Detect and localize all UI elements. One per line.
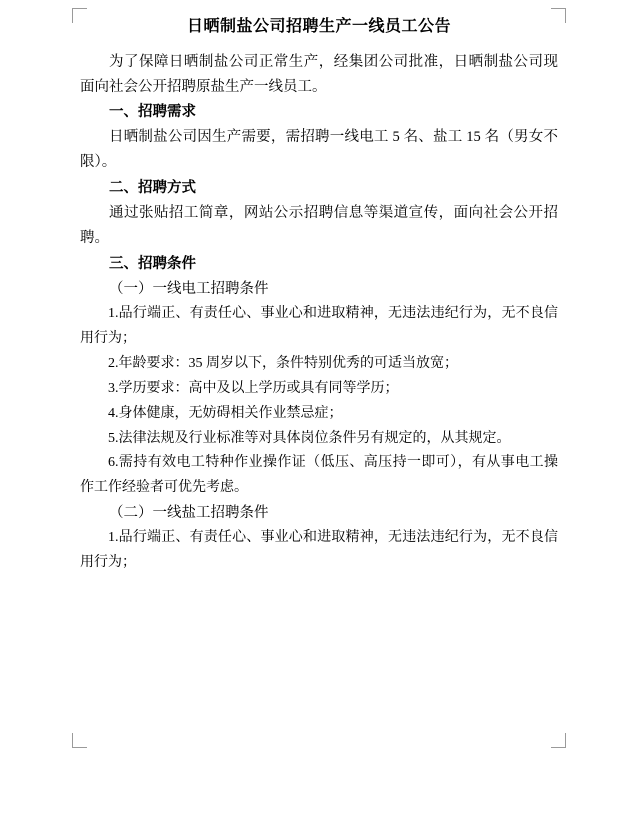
section-1-heading: 一、招聘需求 xyxy=(109,104,196,121)
page-title: 日晒制盐公司招聘生产一线员工公告 xyxy=(186,18,451,35)
subsection-a-item-6: 6.需持有效电工特种作业操作证（低压、高压持一即可），有从事电工操作工作经验者可优先考虑。 xyxy=(80,455,558,496)
section-2-body: 通过张贴招工简章，网站公示招聘信息等渠道宣传，面向社会公开招聘。 xyxy=(80,205,558,247)
subsection-a-item-5: 5.法律法规及行业标准等对具体岗位条件另有规定的，从其规定。 xyxy=(108,430,511,446)
subsection-a-title: （一）一线电工招聘条件 xyxy=(109,281,269,298)
subsection-a-item-1: 1.品行端正、有责任心、事业心和进取精神，无违法违纪行为，无不良信用行为； xyxy=(80,305,558,346)
section-3-heading: 三、招聘条件 xyxy=(109,256,196,273)
crop-mark-bottom-right xyxy=(551,733,566,748)
subsection-b-item-1: 1.品行端正、有责任心、事业心和进取精神，无违法违纪行为，无不良信用行为； xyxy=(80,530,558,571)
subsection-a-item-3: 3.学历要求：高中及以上学历或具有同等学历； xyxy=(108,380,399,396)
section-2-heading: 二、招聘方式 xyxy=(109,180,196,197)
document-body xyxy=(80,14,558,576)
intro-paragraph: 为了保障日晒制盐公司正常生产，经集团公司批准，日晒制盐公司现面向社会公开招聘原盐生产一线员工。 xyxy=(80,53,558,95)
crop-mark-bottom-left xyxy=(72,733,87,748)
subsection-a-item-4: 4.身体健康，无妨碍相关作业禁忌症； xyxy=(108,405,343,421)
subsection-a-item-2: 2.年龄要求：35 周岁以下，条件特别优秀的可适当放宽； xyxy=(108,355,458,371)
subsection-b-title: （二）一线盐工招聘条件 xyxy=(109,505,269,522)
section-1-body: 日晒制盐公司因生产需要，需招聘一线电工 5 名、盐工 15 名（男女不限）。 xyxy=(80,129,558,171)
